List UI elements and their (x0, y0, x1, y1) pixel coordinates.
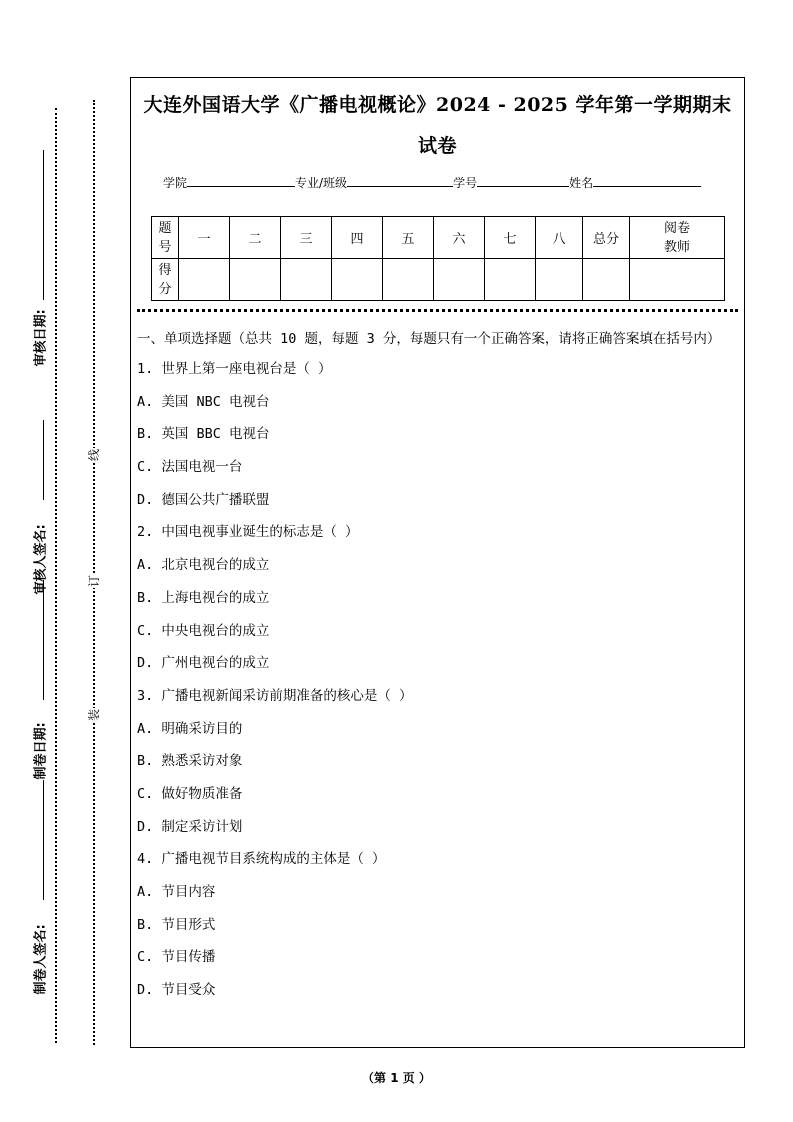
question-stem: 2. 中国电视事业诞生的标志是（ ） (137, 524, 359, 541)
col-header: 八 (536, 217, 583, 259)
score-cell-total[interactable] (583, 259, 630, 301)
question-stem: 1. 世界上第一座电视台是（ ） (137, 361, 332, 377)
exam-title-line1: 大连外国语大学《广播电视概论》2024 - 2025 学年第一学期期末 (143, 94, 732, 116)
name-label: 姓名 (569, 176, 594, 190)
score-cell-grader[interactable] (630, 259, 725, 301)
row-label-score: 得 分 (152, 259, 179, 301)
section-heading: 一、单项选择题（总共 10 题，每题 3 分，每题只有一个正确答案，请将正确答案填在括号内） (137, 331, 721, 347)
answer-option: D. 广州电视台的成立 (137, 655, 270, 672)
answer-option: C. 中央电视台的成立 (137, 622, 270, 639)
answer-option: B. 英国 BBC 电视台 (137, 426, 270, 443)
bind-char-ding: 订 (87, 575, 101, 588)
answer-option: A. 美国 NBC 电视台 (137, 393, 270, 410)
bind-char-zhuang: 装 (87, 709, 101, 722)
score-cell[interactable] (485, 259, 536, 301)
exam-title-line2: 试卷 (417, 135, 457, 157)
answer-option: D. 制定采访计划 (137, 818, 243, 835)
student-id-field[interactable] (477, 174, 569, 187)
exam-content (137, 328, 737, 1013)
student-id-label: 学号 (453, 176, 478, 190)
col-header-grader: 阅卷 教师 (630, 217, 725, 259)
col-header: 五 (383, 217, 434, 259)
dotted-separator (137, 309, 738, 312)
score-cell[interactable] (383, 259, 434, 301)
sign-line (43, 150, 44, 300)
row-label-question: 题 号 (152, 217, 179, 259)
answer-option: C. 做好物质准备 (137, 785, 243, 802)
col-header: 三 (281, 217, 332, 259)
score-cell[interactable] (179, 259, 230, 301)
col-header: 二 (230, 217, 281, 259)
answer-option: A. 北京电视台的成立 (137, 557, 270, 574)
answer-option: A. 明确采访目的 (137, 720, 243, 737)
col-header: 六 (434, 217, 485, 259)
page-number: （第 1 页 ） (362, 1071, 431, 1085)
col-header-total: 总分 (583, 217, 630, 259)
question-stem: 4. 广播电视节目系统构成的主体是（ ） (137, 851, 386, 868)
exam-frame (130, 77, 745, 1048)
question-stem: 3. 广播电视新闻采访前期准备的核心是（ ） (137, 687, 413, 704)
score-cell[interactable] (281, 259, 332, 301)
answer-option: D. 德国公共广播联盟 (137, 491, 270, 508)
answer-option: D. 节目受众 (137, 982, 216, 999)
maker-date-label: 制卷日期: (33, 722, 49, 780)
dotted-line (55, 108, 57, 1043)
answer-option: C. 节目传播 (137, 949, 216, 966)
sign-line (43, 580, 44, 700)
score-cell[interactable] (230, 259, 281, 301)
college-field[interactable] (187, 174, 295, 187)
student-info-line (163, 174, 701, 191)
score-cell[interactable] (434, 259, 485, 301)
col-header: 七 (485, 217, 536, 259)
bind-char-xian: 线 (87, 449, 101, 462)
maker-sign-label: 制卷人签名: (33, 924, 49, 995)
answer-option: B. 节目形式 (137, 916, 216, 933)
sign-line (43, 420, 44, 500)
answer-option: B. 熟悉采访对象 (137, 753, 243, 770)
name-field[interactable] (593, 174, 701, 187)
answer-option: A. 节目内容 (137, 884, 216, 900)
score-table (151, 216, 725, 301)
reviewer-sign-label: 审核人签名: (33, 524, 49, 595)
major-field[interactable] (347, 174, 453, 187)
college-label: 学院 (163, 176, 188, 190)
score-table-score-row (152, 259, 725, 301)
sign-line (43, 780, 44, 900)
score-table-header-row (152, 217, 725, 259)
dotted-cut-line (93, 100, 95, 1045)
col-header: 一 (179, 217, 230, 259)
question-list (137, 359, 737, 1013)
score-cell[interactable] (332, 259, 383, 301)
score-cell[interactable] (536, 259, 583, 301)
col-header: 四 (332, 217, 383, 259)
answer-option: B. 上海电视台的成立 (137, 589, 270, 606)
major-label: 专业/班级 (295, 176, 348, 190)
reviewer-date-label: 审核日期: (33, 309, 49, 367)
answer-option: C. 法国电视一台 (137, 459, 243, 476)
